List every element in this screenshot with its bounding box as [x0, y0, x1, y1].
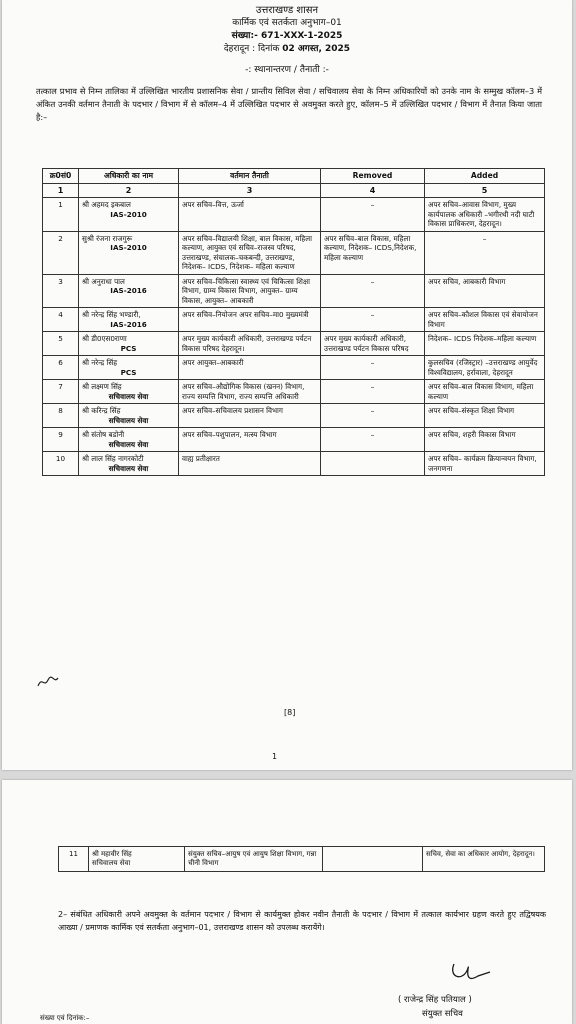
added-posting: सचिव, सेवा का अधिकार आयोग, देहरादून।	[423, 847, 545, 872]
removed-posting: –	[321, 308, 425, 332]
serial-number: 10	[43, 452, 79, 476]
current-posting: वाह्य प्रतीक्षारत	[179, 452, 321, 476]
removed-posting: –	[321, 274, 425, 308]
table-row	[43, 380, 545, 404]
added-posting: –	[425, 231, 545, 274]
officer-service: IAS-2010	[110, 243, 147, 252]
current-posting: अपर सचिव–सचिवालय प्रशासन विभाग	[179, 404, 321, 428]
serial-number: 2	[43, 231, 79, 274]
col-number: 4	[321, 183, 425, 198]
added-posting: अपर सचिव, शहरी विकास विभाग	[425, 428, 545, 452]
officer-cell	[79, 356, 179, 380]
officer-cell	[79, 452, 179, 476]
added-posting: अपर सचिव–बाल विकास विभाग, महिला कल्याण	[425, 380, 545, 404]
removed-posting	[323, 847, 423, 872]
current-posting: अपर सचिव–विद्यालयी शिक्षा, बाल विकास, महिला कल्याण, आयुक्त एवं सचिव–राजस्व परिषद, उत्तराखण्ड, संचालक–चकबन्दी, उत्तराखण्ड, निदेशक– ICDS, निदेशक– महिला कल्याण	[179, 231, 321, 274]
added-posting: कुलसचिव (रजिस्ट्रार) –उत्तराखण्ड आयुर्वेद विश्वविद्यालय, हर्रावाला, देहरादून	[425, 356, 545, 380]
serial-number: 8	[43, 404, 79, 428]
serial-number: 3	[43, 274, 79, 308]
order-number: संख्या:- 671-XXX-1-2025	[231, 31, 343, 41]
removed-posting: –	[321, 198, 425, 232]
table-row	[43, 198, 545, 232]
officer-name: श्री लाल सिंह नागरकोटी	[82, 454, 144, 463]
table-row	[43, 308, 545, 332]
order-date	[2, 43, 572, 56]
current-posting: अपर सचिव–वित्त, ऊर्जा	[179, 198, 321, 232]
serial-number: 7	[43, 380, 79, 404]
officer-service: सचिवालय सेवा	[108, 391, 149, 401]
serial-number: 1	[43, 198, 79, 232]
order-header	[2, 4, 572, 56]
current-posting: अपर सचिव–औद्योगिक विकास (खनन) विभाग, राज्य सम्पत्ति विभाग, राज्य सम्पत्ति अधिकारी	[179, 380, 321, 404]
removed-posting: –	[321, 404, 425, 428]
serial-number: 9	[43, 428, 79, 452]
officer-service: सचिवालय सेवा	[92, 859, 131, 867]
date-value: 02 अगस्त, 2025	[282, 44, 351, 54]
added-posting: अपर सचिव– कार्यक्रम क्रियान्वयन विभाग, जनगणना	[425, 452, 545, 476]
removed-posting: अपर मुख्य कार्यकारी अधिकारी, उत्तराखण्ड पर्यटन विकास परिषद	[321, 332, 425, 356]
removed-posting: –	[321, 380, 425, 404]
continuation-table	[58, 846, 545, 872]
officer-cell	[79, 380, 179, 404]
serial-number: 6	[43, 356, 79, 380]
added-posting: अपर सचिव–कौशल विकास एवं सेवायोजन विभाग	[425, 308, 545, 332]
document-page-1	[2, 0, 572, 770]
intro-paragraph: तत्काल प्रभाव से निम्न तालिका में उल्लिखित भारतीय प्रशासनिक सेवा / प्रान्तीय सिविल सेवा / सचिवालय सेवा के निम्न अधिकारियों को उनके नाम के सम्मुख कॉलम–3 में अंकित उनकी वर्तमान तैनाती के पदभार / विभाग में से कॉलम–4 में उल्लिखित पदभार से अवमुक्त करते हुए, कॉलम–5 में उल्लिखित पदभार / विभाग में तैनात किया जाता है:–	[36, 86, 542, 122]
officer-cell	[79, 274, 179, 308]
officer-service: सचिवालय सेवा	[108, 415, 149, 425]
signature-image	[434, 958, 514, 988]
table-row	[43, 332, 545, 356]
table-row	[43, 356, 545, 380]
added-posting: अपर सचिव–आवास विभाग, मुख्य कार्यपालक अधिकारी –भगीरथी नदी घाटी विकास प्राधिकरण, देहरादून।	[425, 198, 545, 232]
officer-service: सचिवालय सेवा	[108, 439, 149, 449]
order-subject: -: स्थानान्तरण / तैनाती :-	[245, 65, 329, 75]
removed-posting: –	[321, 356, 425, 380]
officer-cell	[79, 198, 179, 232]
transfer-table	[42, 168, 545, 476]
table-row	[43, 452, 545, 476]
officer-cell	[89, 847, 185, 872]
added-posting: अपर सचिव–संस्कृत शिक्षा विभाग	[425, 404, 545, 428]
serial-number: 11	[59, 847, 89, 872]
officer-name: श्री महावीर सिंह	[92, 850, 132, 858]
removed-posting	[321, 452, 425, 476]
officer-name: श्री लक्ष्मण सिंह	[82, 382, 122, 391]
officer-name: श्री करिन्द्र सिंह	[82, 406, 121, 415]
officer-service: सचिवालय सेवा	[108, 463, 149, 473]
column-number-row	[43, 183, 545, 198]
officer-name: श्री नरेन्द्र सिंह	[82, 358, 118, 367]
added-posting: अपर सचिव, आबकारी विभाग	[425, 274, 545, 308]
officer-service: PCS	[120, 343, 137, 353]
officer-service: IAS-2016	[110, 286, 147, 295]
serial-number: 4	[43, 308, 79, 332]
footer-text: संख्या एवं दिनांक:–	[40, 1014, 90, 1022]
officer-name: श्री डी0एस0राणा	[82, 334, 127, 343]
col-number: 3	[179, 183, 321, 198]
current-posting: अपर आयुक्त–आबकारी	[179, 356, 321, 380]
table-row	[59, 847, 545, 872]
initials-scribble	[36, 674, 60, 690]
table-header-row	[43, 169, 545, 184]
officer-name: श्री संतोष बडोनी	[82, 430, 125, 439]
added-posting: निदेशक– ICDS निदेशक–महिला कल्याण	[425, 332, 545, 356]
current-posting: संयुक्त सचिव–आयुष एवं आयुष शिक्षा विभाग, गन्ना चीनी विभाग	[185, 847, 323, 872]
officer-name: श्री नरेन्द्र सिंह भण्डारी,	[82, 310, 141, 319]
col-number: 5	[425, 183, 545, 198]
serial-number: 5	[43, 332, 79, 356]
current-posting: अपर सचिव–पशुपालन, मत्स्य विभाग	[179, 428, 321, 452]
col-header-name: अधिकारी का नाम	[79, 169, 179, 184]
instruction-paragraph: 2– संबंधित अधिकारी अपने अवमुक्त के वर्तमान पदभार / विभाग से कार्यमुक्त होकर नवीन तैनाती के पदभार / विभाग में तत्काल कार्यभार ग्रहण करते हुए तद्विषयक आख्या / प्रमाणक कार्मिक एवं सतर्कता अनुभाग–01, उत्तराखण्ड शासन को उपलब्ध करायेंगे।	[58, 910, 546, 932]
officer-cell	[79, 308, 179, 332]
officer-name: श्री अहमद इकबाल	[82, 200, 131, 209]
col-number: 1	[43, 183, 79, 198]
signatory-name: ( राजेन्द्र सिंह पतियाल )	[398, 995, 472, 1005]
officer-name: सुश्री रंजना राजगुरू	[82, 233, 133, 243]
officer-cell	[79, 231, 179, 274]
current-posting: अपर सचिव–नियोजन अपर सचिव–मा0 मुख्यमंत्री	[179, 308, 321, 332]
col-header-added: Added	[425, 169, 545, 184]
section-name: कार्मिक एवं सतर्कता अनुभाग–01	[232, 18, 342, 28]
removed-posting: अपर सचिव–बाल विकास, महिला कल्याण, निदेशक– ICDS,निदेशक, महिला कल्याण	[321, 231, 425, 274]
officer-cell	[79, 404, 179, 428]
page-mark: [8]	[284, 708, 296, 717]
table-row	[43, 274, 545, 308]
col-header-removed: Removed	[321, 169, 425, 184]
officer-name: श्री अनुराधा पाल	[82, 276, 125, 286]
col-header-sn: क्र0सं0	[43, 169, 79, 184]
document-page-2	[2, 780, 572, 1024]
page-number: 1	[272, 752, 278, 761]
government-name: उत्तराखण्ड शासन	[255, 5, 319, 16]
removed-posting: –	[321, 428, 425, 452]
officer-service: PCS	[120, 367, 137, 377]
signatory-designation: संयुक्त सचिव	[422, 1009, 463, 1019]
current-posting: अपर सचिव–चिकित्सा स्वास्थ्य एवं चिकित्सा शिक्षा विभाग, ग्राम्य विकास विभाग, आयुक्त– ग्राम्य विकास, आयुक्त– आबकारी	[179, 274, 321, 308]
officer-service: IAS-2016	[110, 319, 147, 329]
officer-service: IAS-2010	[110, 209, 147, 219]
table-row	[43, 428, 545, 452]
officer-cell	[79, 428, 179, 452]
col-number: 2	[79, 183, 179, 198]
table-row	[43, 404, 545, 428]
table-row	[43, 231, 545, 274]
officer-cell	[79, 332, 179, 356]
date-label: देहरादून : दिनांक	[223, 44, 280, 54]
col-header-current: वर्तमान तैनाती	[179, 169, 321, 184]
current-posting: अपर मुख्य कार्यकारी अधिकारी, उत्तराखण्ड पर्यटन विकास परिषद देहरादून।	[179, 332, 321, 356]
